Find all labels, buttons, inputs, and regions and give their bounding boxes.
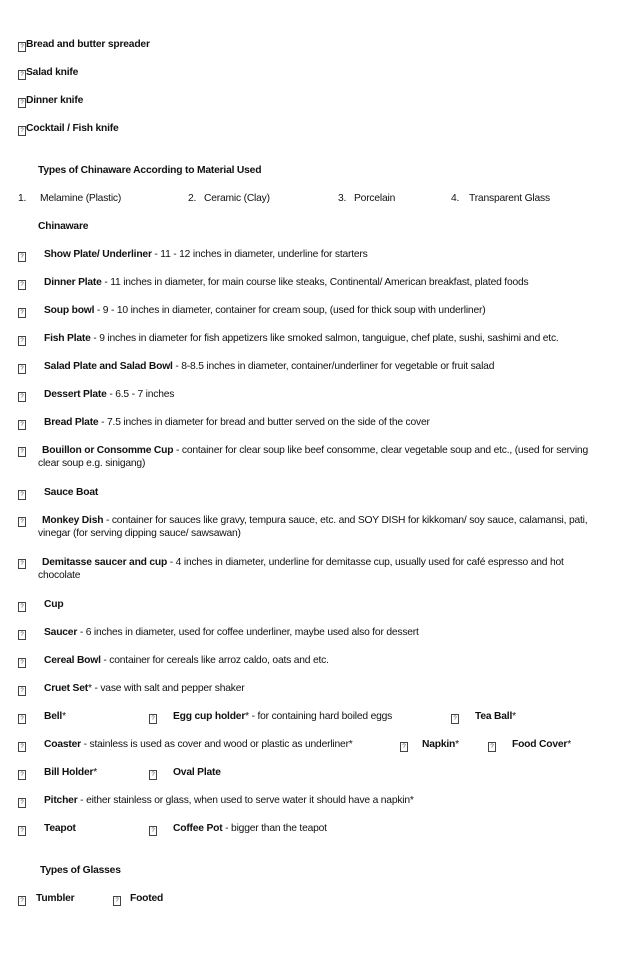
chinaware-item: Monkey Dish - container for sauces like gravy, tempura sauce, etc. and SOY DISH for kikkoman/ soy sauce, calamansi, pati, vinegar (for serving dipping sauce/ sawsawan) xyxy=(38,515,588,539)
bullet-icon-wrap xyxy=(18,444,26,457)
bullet-icon xyxy=(18,280,26,290)
bullet-icon xyxy=(18,420,26,430)
glass-item: ?Tumbler xyxy=(18,892,74,906)
bullet-icon xyxy=(18,896,26,906)
chinaware-item: ? Tea Ball* xyxy=(451,710,516,724)
chinaware-item: ? Egg cup holder* - for containing hard boiled eggs xyxy=(149,710,392,724)
chinaware-item: ?Dinner Plate - 11 inches in diameter, for main course like steaks, Continental/ American breakfast, plated foods xyxy=(18,276,529,290)
bullet-icon xyxy=(400,742,408,752)
material-label: Porcelain xyxy=(354,193,396,204)
chinaware-item: Demitasse saucer and cup - 4 inches in diameter, underline for demitasse cup, usually used for café espresso and hot chocolate xyxy=(38,557,564,581)
chinaware-item: ?Show Plate/ Underliner - 11 - 12 inches in diameter, underline for starters xyxy=(18,248,368,262)
bullet-icon xyxy=(488,742,496,752)
flatware-item: ?Bread and butter spreader xyxy=(18,38,150,52)
chinaware-item: ?Pitcher - either stainless or glass, when used to serve water it should have a napkin* xyxy=(18,794,414,808)
bullet-icon xyxy=(18,364,26,374)
chinaware-item: ?Fish Plate - 9 inches in diameter for fish appetizers like smoked salmon, tanguigue, chef plate, sushi, sashimi and etc. xyxy=(18,332,559,346)
bullet-icon xyxy=(18,42,26,52)
chinaware-item: ?Teapot xyxy=(18,822,76,836)
material-number: 1. xyxy=(18,193,27,204)
chinaware-heading: Chinaware xyxy=(38,221,89,232)
material-number: 4. xyxy=(451,193,460,204)
chinaware-item: ?Bell* xyxy=(18,710,66,724)
bullet-icon xyxy=(18,336,26,346)
bullet-icon xyxy=(18,686,26,696)
bullet-icon xyxy=(18,70,26,80)
material-heading: Types of Chinaware According to Material Used xyxy=(38,165,262,176)
bullet-icon xyxy=(18,308,26,318)
material-number: 3. xyxy=(338,193,347,204)
chinaware-item: ?Saucer - 6 inches in diameter, used for coffee underliner, maybe used also for dessert xyxy=(18,626,419,640)
chinaware-item: ?Dessert Plate - 6.5 - 7 inches xyxy=(18,388,174,402)
chinaware-item: ?Bread Plate - 7.5 inches in diameter for bread and butter served on the side of the cover xyxy=(18,416,430,430)
bullet-icon xyxy=(18,602,26,612)
bullet-icon xyxy=(18,630,26,640)
bullet-icon xyxy=(18,826,26,836)
bullet-icon xyxy=(18,658,26,668)
flatware-item: ?Cocktail / Fish knife xyxy=(18,122,119,136)
bullet-icon xyxy=(451,714,459,724)
chinaware-item: ?Bill Holder* xyxy=(18,766,97,780)
material-label: Ceramic (Clay) xyxy=(204,193,270,204)
material-number: 2. xyxy=(188,193,197,204)
material-label: Transparent Glass xyxy=(469,193,550,204)
chinaware-item: ?Sauce Boat xyxy=(18,486,98,500)
flatware-item: ?Salad knife xyxy=(18,66,78,80)
bullet-icon xyxy=(18,98,26,108)
bullet-icon xyxy=(149,826,157,836)
bullet-icon-wrap xyxy=(18,514,26,527)
bullet-icon xyxy=(18,252,26,262)
bullet-icon xyxy=(18,517,26,527)
material-label: Melamine (Plastic) xyxy=(40,193,122,204)
bullet-icon xyxy=(18,490,26,500)
chinaware-item: ?Cereal Bowl - container for cereals like arroz caldo, oats and etc. xyxy=(18,654,329,668)
flatware-item: ?Dinner knife xyxy=(18,94,83,108)
chinaware-item: ?Soup bowl - 9 - 10 inches in diameter, container for cream soup, (used for thick soup with underliner) xyxy=(18,304,485,318)
glasses-heading: Types of Glasses xyxy=(40,865,121,876)
bullet-icon xyxy=(18,798,26,808)
chinaware-item: ? Oval Plate xyxy=(149,766,221,780)
bullet-icon xyxy=(18,559,26,569)
chinaware-item: ?Salad Plate and Salad Bowl - 8-8.5 inches in diameter, container/underliner for vegetable or fruit salad xyxy=(18,360,494,374)
chinaware-item: Bouillon or Consomme Cup - container for clear soup like beef consomme, clear vegetable soup and etc., (used for serving clear soup e.g. sinigang) xyxy=(38,445,588,469)
bullet-icon xyxy=(18,770,26,780)
bullet-icon xyxy=(113,896,121,906)
bullet-icon xyxy=(18,447,26,457)
chinaware-item: ?Coaster - stainless is used as cover and wood or plastic as underliner* xyxy=(18,738,353,752)
bullet-icon-wrap xyxy=(18,556,26,569)
bullet-icon xyxy=(149,770,157,780)
glass-item: ? Footed xyxy=(113,892,163,906)
bullet-icon xyxy=(18,392,26,402)
chinaware-item: ? Food Cover* xyxy=(488,738,571,752)
bullet-icon xyxy=(18,742,26,752)
chinaware-item: ? Coffee Pot - bigger than the teapot xyxy=(149,822,327,836)
chinaware-item: ?Cup xyxy=(18,598,63,612)
bullet-icon xyxy=(18,126,26,136)
chinaware-item: ? Napkin* xyxy=(400,738,459,752)
bullet-icon xyxy=(18,714,26,724)
chinaware-item: ?Cruet Set* - vase with salt and pepper shaker xyxy=(18,682,244,696)
bullet-icon xyxy=(149,714,157,724)
